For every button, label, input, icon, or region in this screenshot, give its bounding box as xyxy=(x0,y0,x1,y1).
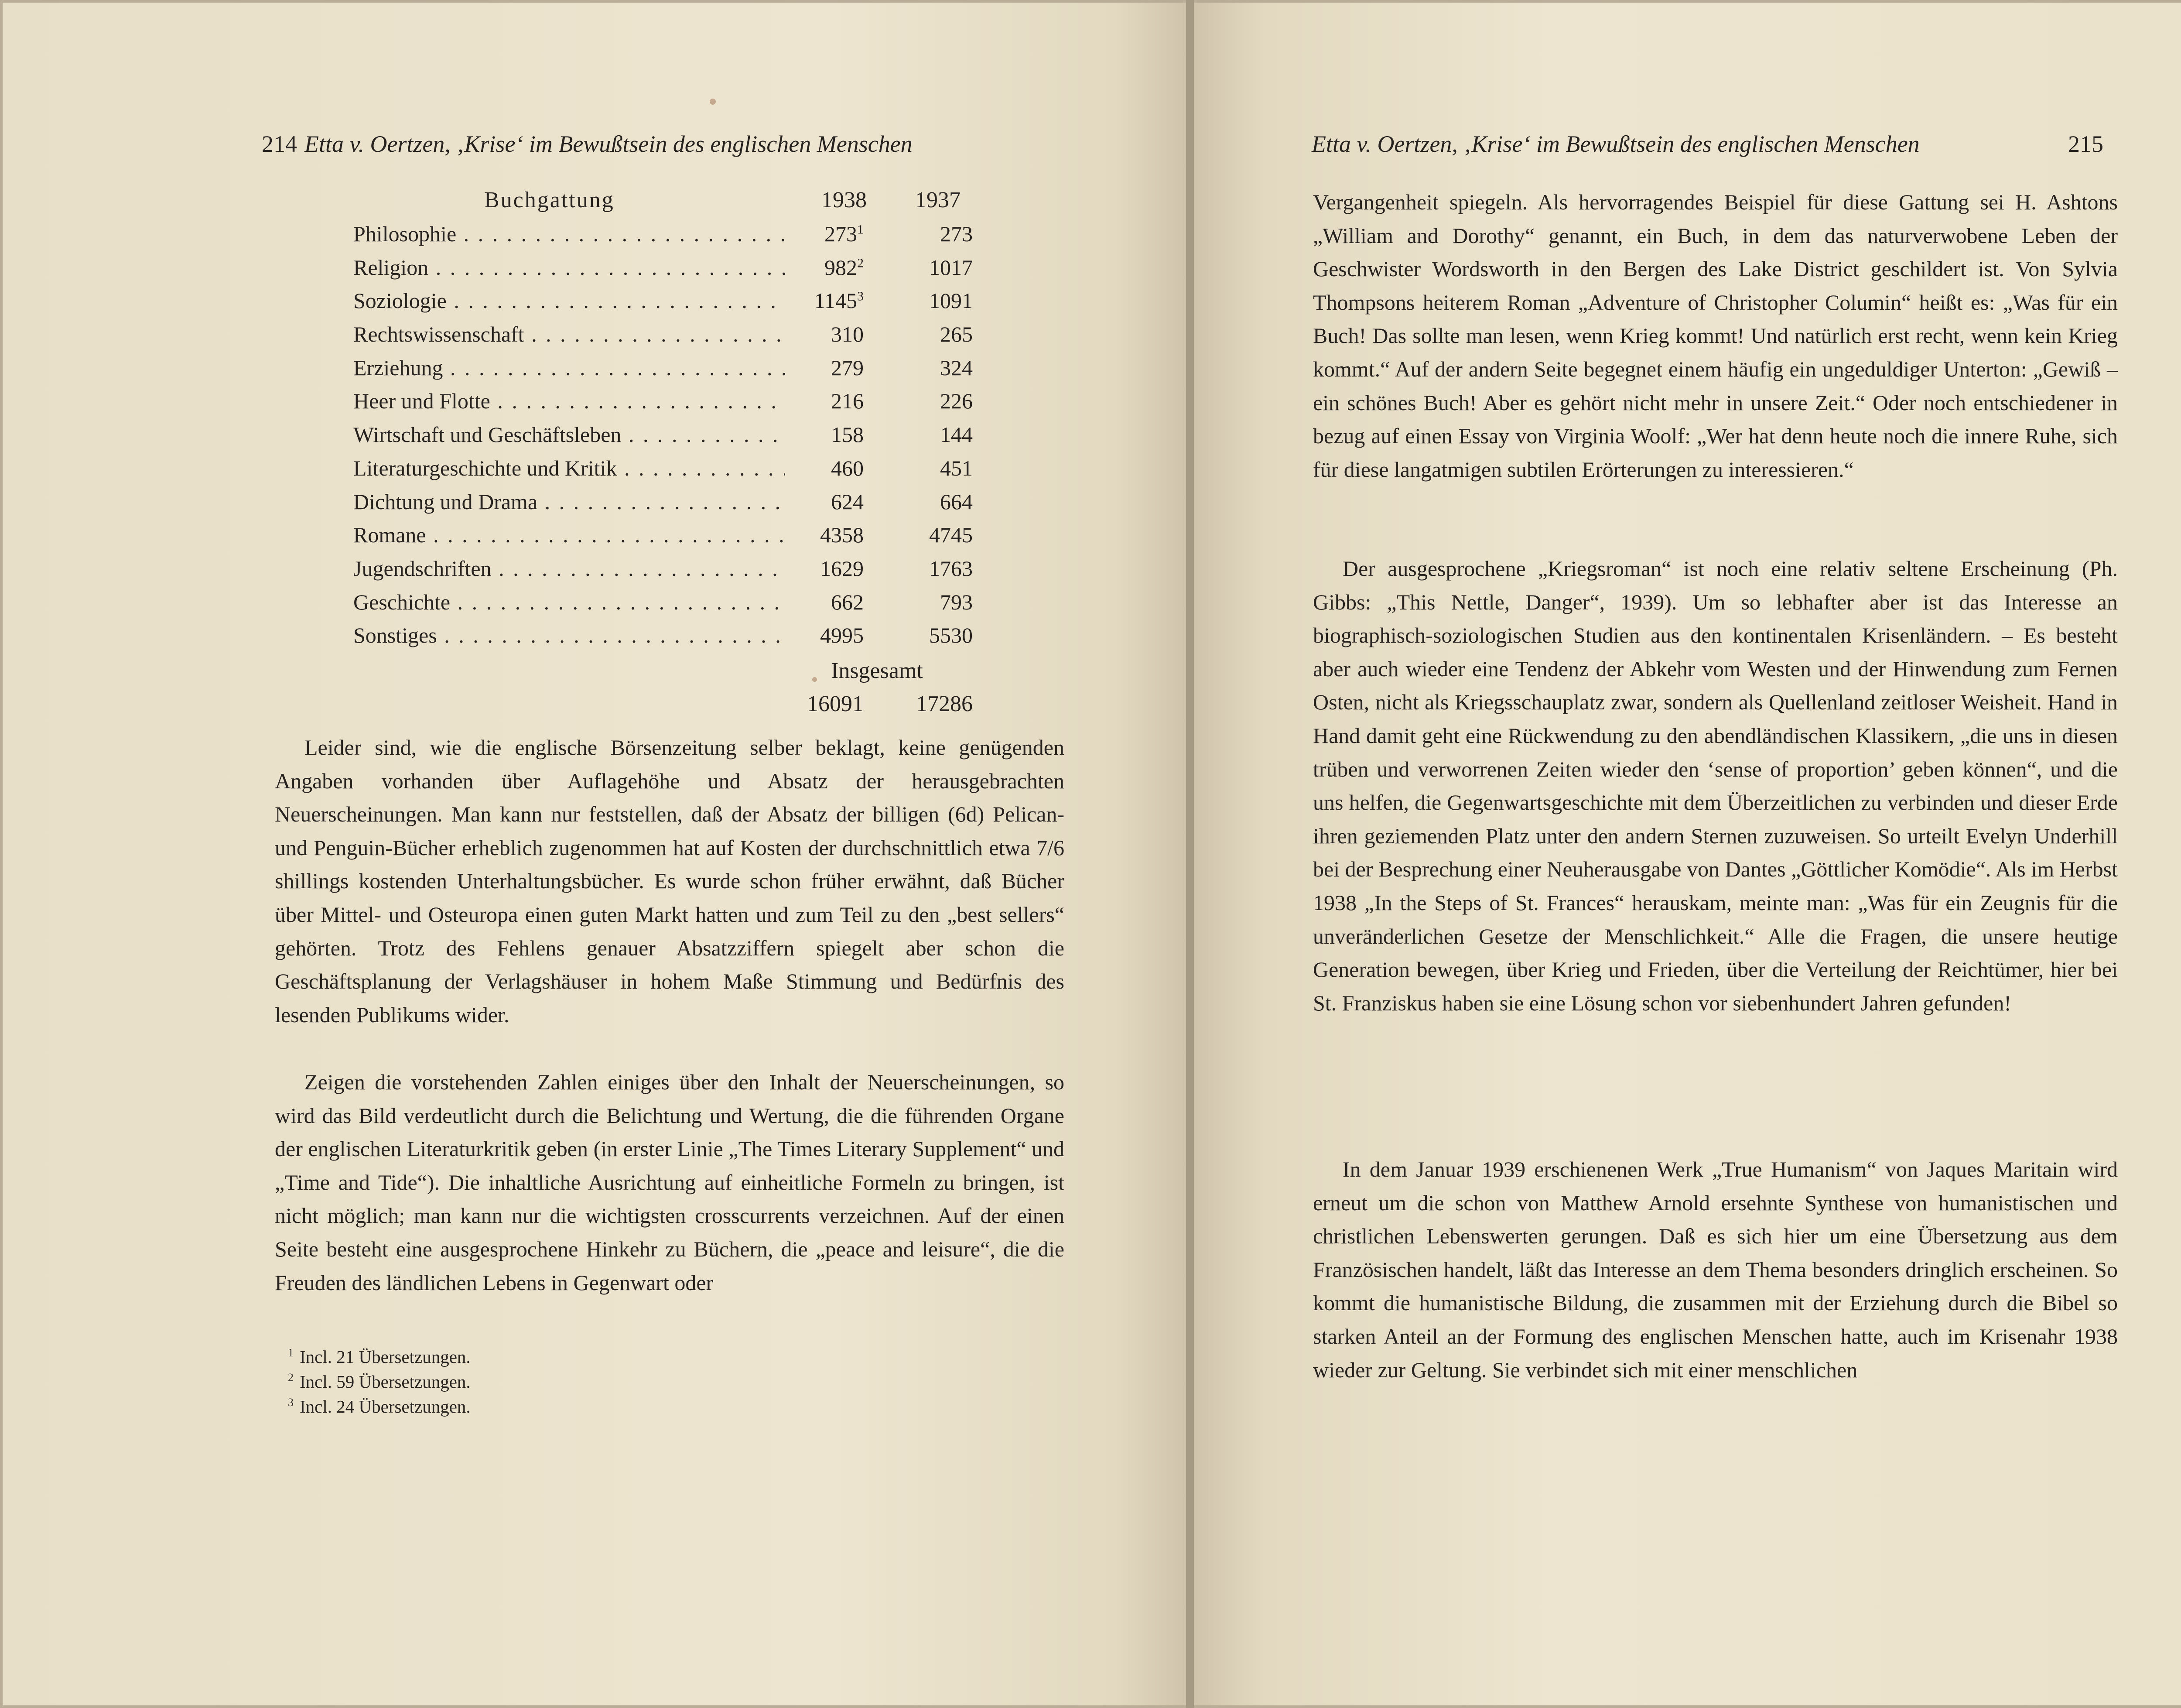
table-value-1937: 273 xyxy=(940,222,973,246)
left-running-head-text: Etta v. Oertzen, ‚Krise‘ im Bewußtsein des englischen Menschen xyxy=(304,131,913,157)
table-value-1938: 216 xyxy=(831,389,864,414)
table-value-1938: $982^2$ xyxy=(824,255,864,280)
table-value-1937: 664 xyxy=(940,489,973,514)
table-row xyxy=(353,585,977,619)
table-row xyxy=(353,384,977,418)
table-value-1938: 624 xyxy=(831,489,864,514)
table-value-1938: 4358 xyxy=(820,523,864,548)
table-body xyxy=(353,217,977,652)
table-row xyxy=(353,318,977,351)
table-row-label: Geschichte . . . xyxy=(353,585,785,619)
table-row xyxy=(353,284,977,318)
book-gutter xyxy=(1186,0,1194,1708)
footnote-1: $^1$ Incl. 21 Übersetzungen. xyxy=(288,1346,471,1367)
table-row-label: Philosophie . . . xyxy=(353,217,785,251)
paper-speck xyxy=(710,99,716,105)
table-row xyxy=(353,552,977,585)
book-statistics-table xyxy=(353,183,977,716)
table-value-1937: 451 xyxy=(940,455,973,480)
table-header-category: Buchgattung xyxy=(484,188,615,212)
table-value-1937: 144 xyxy=(940,422,973,447)
left-paragraph-1: Leider sind, wie die englische Börsenzeitung selber beklagt, keine genügenden Angaben vorhanden über Auflagehöhe und Absatz der herausgebrachten Neuerscheinungen. Man kann nur feststellen, daß der Absatz der billigen (6d) Pelican- und Penguin-Bücher erheblich zugenommen hat auf Kosten der durchschnittlich etwa 7/6 shillings kostenden Unterhaltungsbücher. Es wurde schon früher erwähnt, daß Bücher über Mittel- und Osteuropa einen guten Markt hatten und zum Teil zu den „best sellers“ gehörten. Trotz des Fehlens genauer Absatzziffern spiegelt aber schon die Geschäftsplanung der Verlagshäuser in hohem Maße Stimmung und Bedürfnis des lesenden Publikums wider. xyxy=(275,735,1064,1027)
right-paragraph-1: Vergangenheit spiegeln. Als hervorragendes Beispiel für diese Gattung sei H. Ashtons „William and Dorothy“ genannt, ein Buch, in dem das naturverwobene Leben der Geschwister Wordsworth in den Bergen des Lake District geschildert ist. Von Sylvia Thompsons heiterem Roman „Adventure of Christopher Columin“ heißt es: „Was für ein Buch! Das sollte man lesen, wenn Krieg kommt! Und natürlich erst recht, wenn kein Krieg kommt.“ Auf der andern Seite begegnet einem häufig ein ungeduldiger Unterton: „Gewiß – ein schönes Buch! Aber es gehört nicht mehr in unsere Zeit.“ Oder noch entschiedener in bezug auf einen Essay von Virginia Woolf: „Wer hat denn heute noch die innere Ruhe, sich für diese langatmigen subtilen Erörterungen zu interessieren.“ xyxy=(1313,190,2118,482)
footnote-ref: 1 xyxy=(857,222,864,237)
table-value-1938: 279 xyxy=(831,355,864,380)
table-row xyxy=(353,418,977,452)
table-value-1937: 324 xyxy=(940,355,973,380)
table-row-label: Wirtschaft und Geschäftsleben . . . xyxy=(353,418,785,452)
right-running-head-text: Etta v. Oertzen, ‚Krise‘ im Bewußtsein des englischen Menschen xyxy=(1312,131,1920,157)
table-row xyxy=(353,217,977,251)
table-row-label: Heer und Flotte . . . xyxy=(353,384,785,418)
table-total-label: Insgesamt xyxy=(831,658,923,683)
left-paragraph-2: Zeigen die vorstehenden Zahlen einiges über den Inhalt der Neuerscheinungen, so wird das Bild verdeutlicht durch die Belichtung und Wertung, die die führenden Organe der englischen Literaturkritik geben (in erster Linie „The Times Literary Supplement“ und „Time and Tide“). Die inhaltliche Ausrichtung auf einheitliche Formeln zu bringen, ist nicht möglich; man kann nur die wichtigsten crosscurrents verzeichnen. Auf der einen Seite besteht eine ausgesprochene Hinkehr zu Büchern, die „peace and leisure“, die die Freuden des ländlichen Lebens in Gegenwart oder xyxy=(275,1070,1064,1295)
table-total-1938: 16091 xyxy=(807,691,864,716)
table-header-1938: 1938 xyxy=(821,188,867,212)
left-running-header xyxy=(262,127,1060,161)
right-paragraph-2: Der ausgesprochene „Kriegsroman“ ist noch eine relativ seltene Erscheinung (Ph. Gibbs: „This Nettle, Danger“, 1939). Um so lebhafter aber ist das Interesse an biographisch-soziologischen Studien aus den kontinentalen Krisenländern. – Es besteht aber auch wieder eine Tendenz der Abkehr vom Westen und der Hinwendung zum Fernen Osten, nicht als Kriegsschauplatz zwar, sondern als Quellenland zeitloser Weisheit. Hand in Hand damit geht eine Rückwendung zu den abendländischen Klassikern, „die uns in diesen trüben und verworrenen Zeiten wieder den ‘sense of proportion’ geben können“, und die uns helfen, die Gegenwartsgeschichte mit dem Überzeitlichen zu verbinden und dieser Erde ihren geziemenden Platz unter den andern Sternen zuzuweisen. So urteilt Evelyn Underhill bei der Besprechung einer Neuherausgabe von Dantes „Göttlicher Komödie“. Als im Herbst 1938 „In the Steps of St. Frances“ herauskam, meinte man: „Was für ein Zeugnis für die unveränderlichen Gesetze der Menschlichkeit.“ Alle die Fragen, die unsere heutige Generation bewegen, über Krieg und Frieden, über die Verteilung der Reichtümer, hier bei St. Franziskus haben sie eine Lösung schon vor siebenhundert Jahren gefunden! xyxy=(1313,556,2118,1015)
table-row xyxy=(353,452,977,485)
table-row-label: Jugendschriften . . . xyxy=(353,552,785,585)
right-running-header xyxy=(1312,127,2103,161)
footnote-2: $^2$ Incl. 59 Übersetzungen. xyxy=(288,1371,471,1392)
table-value-1937: 793 xyxy=(940,589,973,614)
footnotes xyxy=(288,1345,680,1419)
footnote-ref: 3 xyxy=(857,289,864,304)
table-row-label: Dichtung und Drama . . . xyxy=(353,485,785,519)
table-value-1938: 662 xyxy=(831,589,864,614)
table-row xyxy=(353,485,977,519)
table-row xyxy=(353,518,977,552)
table-value-1938: 1629 xyxy=(820,556,864,581)
table-header-1937: 1937 xyxy=(915,188,961,212)
table-value-1938: $273^1$ xyxy=(824,222,864,246)
table-header-row xyxy=(353,183,977,217)
table-row-label: Religion . . . xyxy=(353,251,785,284)
table-value-1937: 265 xyxy=(940,322,973,347)
table-row-label: Sonstiges . . . xyxy=(353,619,785,652)
table-row-label: Erziehung . . . xyxy=(353,351,785,385)
table-value-1937: 1763 xyxy=(929,556,973,581)
right-page-number: 215 xyxy=(2068,131,2103,157)
table-value-1937: 1091 xyxy=(929,288,973,313)
table-value-1938: 4995 xyxy=(820,623,864,648)
table-value-1938: 1145$^3$ xyxy=(814,288,864,313)
table-row xyxy=(353,619,977,652)
footnote-3: $^3$ Incl. 24 Übersetzungen. xyxy=(288,1396,471,1417)
table-value-1937: 5530 xyxy=(929,623,973,648)
table-value-1937: 1017 xyxy=(929,255,973,280)
table-value-1937: 4745 xyxy=(929,523,973,548)
paper-speck xyxy=(812,677,817,682)
table-value-1938: 460 xyxy=(831,455,864,480)
table-row xyxy=(353,351,977,385)
table-total-1937: 17286 xyxy=(916,691,973,716)
table-row-label: Literaturgeschichte und Kritik . . . xyxy=(353,452,785,485)
right-paragraph-3: In dem Januar 1939 erschienenen Werk „True Humanism“ von Jaques Maritain wird erneut um die schon von Matthew Arnold ersehnte Synthese von humanistischen und christlichen Lebenswerten gerungen. Daß es sich hier um eine Übersetzung aus dem Französischen handelt, läßt das Interesse an dem Thema besonders dringlich erscheinen. So kommt die humanistische Bildung, die zusammen mit der Erziehung durch die Bibel so starken Anteil an der Formung des englischen Menschen hatte, auch im Krisenahr 1938 wieder zur Geltung. Sie verbindet sich mit einer menschlichen xyxy=(1313,1157,2118,1382)
table-row-label: Soziologie . . . xyxy=(353,284,785,318)
footnote-ref: 2 xyxy=(857,256,864,270)
left-page-number: 214 xyxy=(262,131,297,157)
table-row-label: Rechtswissenschaft . . . xyxy=(353,318,785,351)
table-value-1938: 310 xyxy=(831,322,864,347)
table-row-label: Romane . . . xyxy=(353,518,785,552)
table-value-1938: 158 xyxy=(831,422,864,447)
table-row xyxy=(353,251,977,284)
table-value-1937: 226 xyxy=(940,389,973,414)
